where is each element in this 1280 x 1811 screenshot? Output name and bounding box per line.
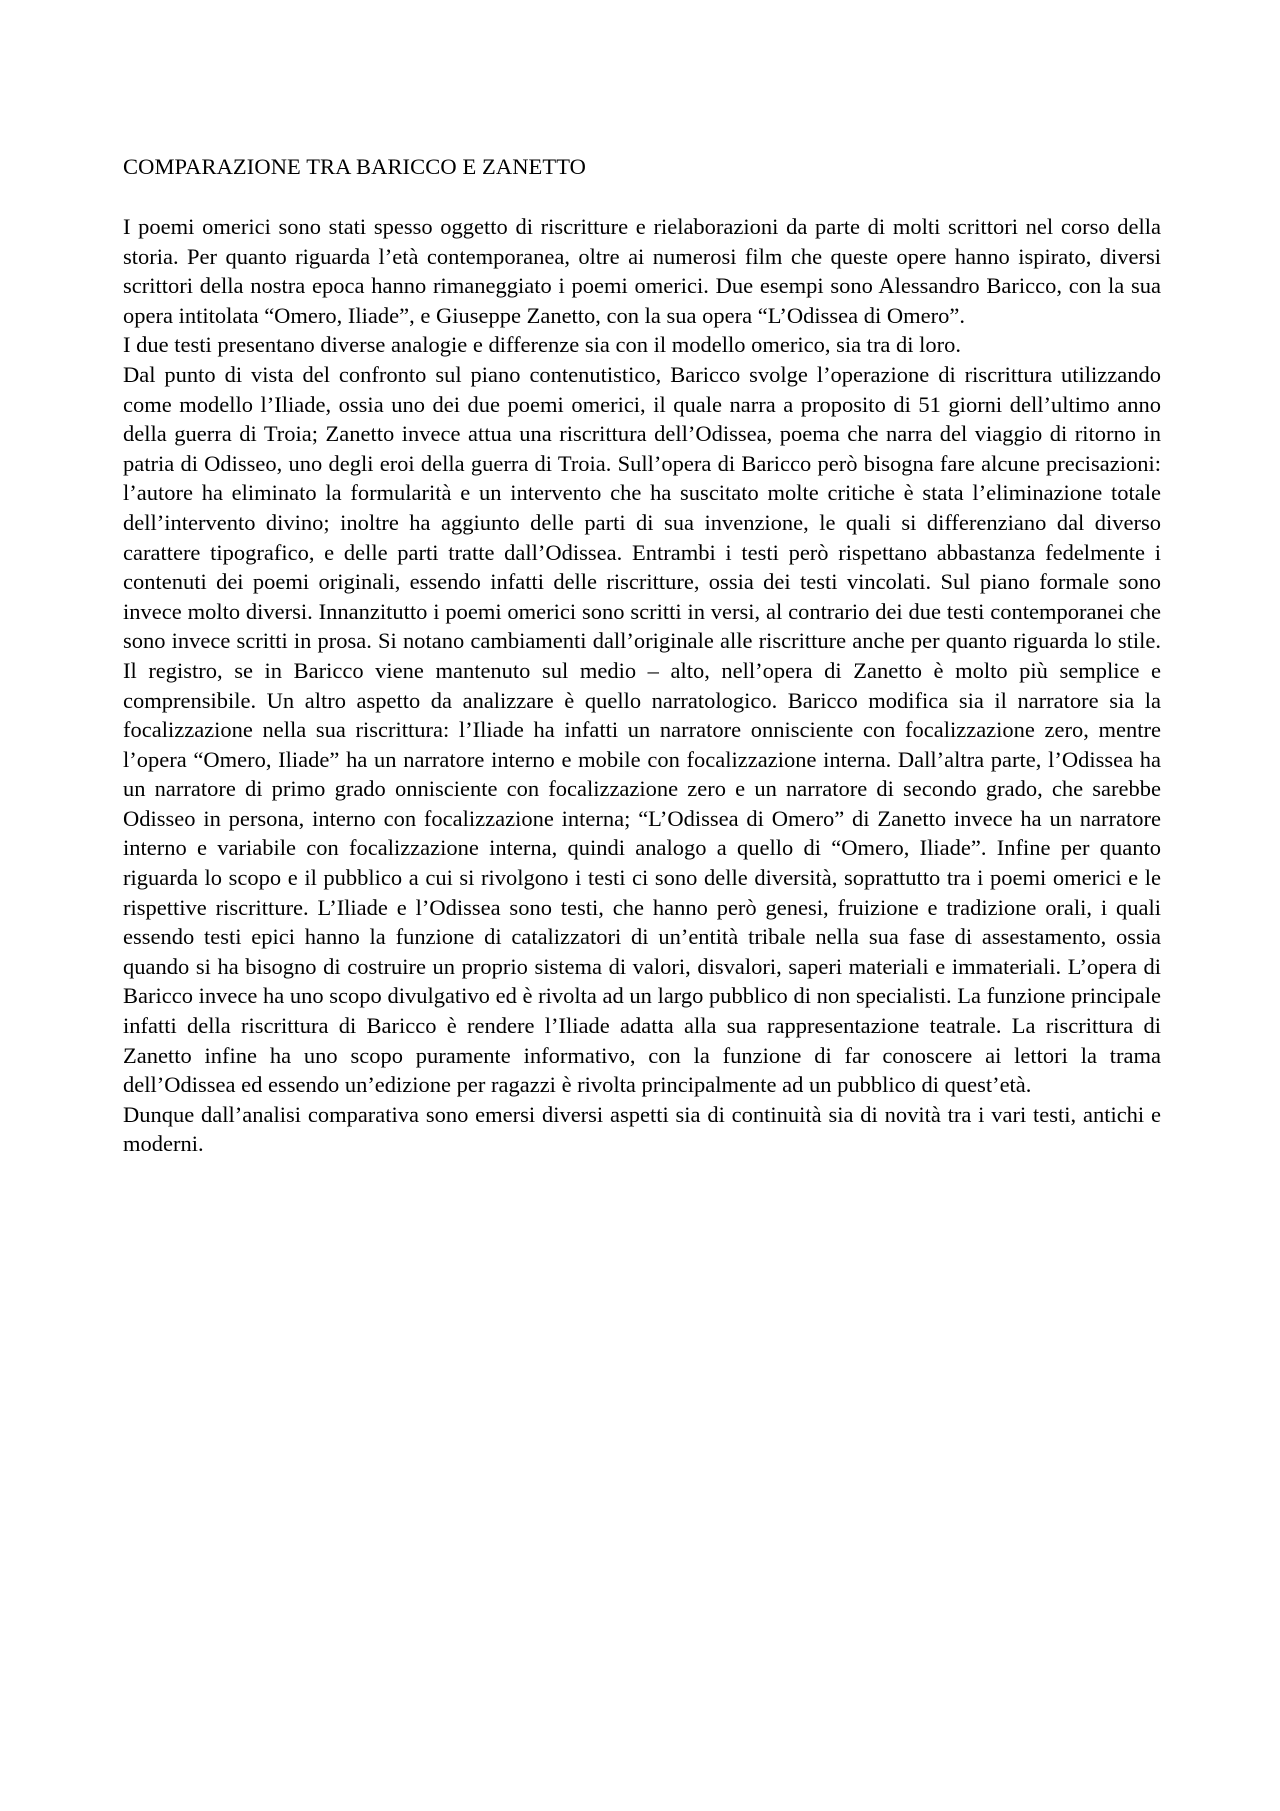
- paragraph-conclusion: Dunque dall’analisi comparativa sono emersi diversi aspetti sia di continuità sia di novità tra i vari testi, antichi e moderni.: [123, 1101, 1161, 1157]
- paragraph-intro: I poemi omerici sono stati spesso oggetto di riscritture e rielaborazioni da parte di molti scrittori nel corso della storia. Per quanto riguarda l’età contemporanea, oltre ai numerosi film che queste opere hanno ispirato, diversi scrittori della nostra epoca hanno rimaneggiato i poemi omerici. Due esempi sono Alessandro Baricco, con la sua opera intitolata “Omero, Iliade”, e Giuseppe Zanetto, con la sua opera “L’Odissea di Omero”.: [123, 214, 1161, 328]
- document-title: COMPARAZIONE TRA BARICCO E ZANETTO: [123, 154, 587, 179]
- document-body: [123, 152, 1161, 1159]
- paragraph-analogies: I due testi presentano diverse analogie e differenze sia con il modello omerico, sia tra di loro.: [123, 332, 962, 358]
- paragraph-comparison: Dal punto di vista del confronto sul piano contenutistico, Baricco svolge l’operazione di riscrittura utilizzando come modello l’Iliade, ossia uno dei due poemi omerici, il quale narra a proposito di 51 giorni dell’ultimo anno della guerra di Troia; Zanetto invece attua una riscrittura dell’Odissea, poema che narra del viaggio di ritorno in patria di Odisseo, uno degli eroi della guerra di Troia. Sull’opera di Baricco però bisogna fare alcune precisazioni: l’autore ha eliminato la formularità e un intervento che ha suscitato molte critiche è stata l’eliminazione totale dell’intervento divino; inoltre ha aggiunto delle parti di sua invenzione, le quali si differenziano dal diverso carattere tipografico, e delle parti tratte dall’Odissea. Entrambi i testi però rispettano abbastanza fedelmente i contenuti dei poemi originali, essendo infatti delle riscritture, ossia dei testi vincolati. Sul piano formale sono invece molto diversi. Innanzitutto i poemi omerici sono scritti in versi, al contrario dei due testi contemporanei che sono invece scritti in prosa. Si notano cambiamenti dall’originale alle riscritture anche per quanto riguarda lo stile. Il registro, se in Baricco viene mantenuto sul medio – alto, nell’opera di Zanetto è molto più semplice e comprensibile. Un altro aspetto da analizzare è quello narratologico. Baricco modifica sia il narratore sia la focalizzazione nella sua riscrittura: l’Iliade ha infatti un narratore onnisciente con focalizzazione zero, mentre l’opera “Omero, Iliade” ha un narratore interno e mobile con focalizzazione interna. Dall’altra parte, l’Odissea ha un narratore di primo grado onnisciente con focalizzazione zero e un narratore di secondo grado, che sarebbe Odisseo in persona, interno con focalizzazione interna; “L’Odissea di Omero” di Zanetto invece ha un narratore interno e variabile con focalizzazione interna, quindi analogo a quello di “Omero, Iliade”. Infine per quanto riguarda lo scopo e il pubblico a cui si rivolgono i testi ci sono delle diversità, soprattutto tra i poemi omerici e le rispettive riscritture. L’Iliade e l’Odissea sono testi, che hanno però genesi, fruizione e tradizione orali, i quali essendo testi epici hanno la funzione di catalizzatori di un’entità tribale nella sua fase di assestamento, ossia quando si ha bisogno di costruire un proprio sistema di valori, disvalori, saperi materiali e immateriali. L’opera di Baricco invece ha uno scopo divulgativo ed è rivolta ad un largo pubblico di non specialisti. La funzione principale infatti della riscrittura di Baricco è rendere l’Iliade adatta alla sua rappresentazione teatrale. La riscrittura di Zanetto infine ha uno scopo puramente informativo, con la funzione di far conoscere ai lettori la trama dell’Odissea ed essendo un’edizione per ragazzi è rivolta principalmente ad un pubblico di quest’età.: [123, 361, 1161, 1098]
